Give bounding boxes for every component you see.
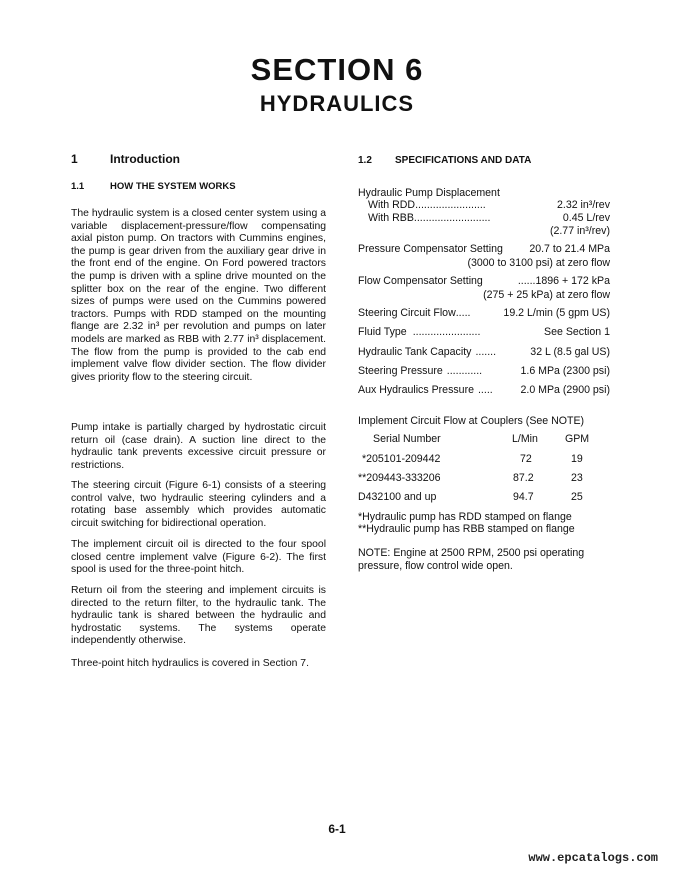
tank-label: Hydraulic Tank Capacity [358, 346, 472, 358]
pc-value-imperial: (3000 to 3100 psi) at zero flow [467, 257, 610, 269]
aux-dots: ..... [477, 384, 493, 396]
rdd-label: With RDD [368, 199, 416, 211]
fc-value-secondary: (275 + 25 kPa) at zero flow [483, 289, 610, 301]
table-cell-serial: D432100 and up [358, 491, 437, 503]
intro-number: 1 [71, 152, 78, 166]
tank-dots: ....... [475, 346, 497, 358]
spec-row-aux-pressure [358, 383, 610, 398]
table-cell-lmin: 94.7 [513, 491, 534, 503]
pc-value: 20.7 to 21.4 MPa [529, 243, 610, 255]
spec-number: 1.2 [358, 155, 372, 166]
scf-value: 19.2 L/min (5 gpm US) [503, 307, 610, 319]
spec-row-tank-capacity [358, 345, 610, 360]
table-cell-serial: **209443-333206 [358, 472, 441, 484]
spec-row-flow-compensator [358, 274, 610, 289]
footnote-rdd: *Hydraulic pump has RDD stamped on flange [358, 511, 572, 523]
watermark-url: www.epcatalogs.com [528, 851, 658, 865]
rbb-dots: .......................... [413, 212, 491, 224]
section-subtitle: HYDRAULICS [259, 91, 415, 116]
sp-label: Steering Pressure [358, 365, 443, 377]
rdd-value: 2.32 in³/rev [557, 199, 610, 211]
subsection-heading: HOW THE SYSTEM WORKS [110, 181, 236, 192]
fc-value: 1896 + 172 kPa [535, 275, 610, 287]
fc-label: Flow Compensator Setting [358, 275, 483, 287]
note-line-1: NOTE: Engine at 2500 RPM, 2500 psi operating [358, 547, 585, 559]
scf-label: Steering Circuit Flow [358, 307, 456, 319]
flow-table-title: Implement Circuit Flow at Couplers (See NOTE) [358, 415, 585, 427]
paragraph-steering-circuit: The steering circuit (Figure 6-1) consists of a steering control valve, two hydraulic steering cylinders and a rotating base assembly which provides automatic circuit switching for bidirectional operation. [71, 480, 326, 529]
pump-displacement-label: Hydraulic Pump Displacement [358, 187, 500, 199]
rdd-dots: ........................ [415, 199, 486, 211]
page-number: 6-1 [328, 822, 346, 836]
aux-label: Aux Hydraulics Pressure [358, 384, 474, 396]
table-header-serial: Serial Number [373, 433, 441, 445]
paragraph-return-oil: Return oil from the steering and implement circuits is directed to the return filter, to the hydraulic tank. The hydraulic tank is shared between the hydraulic and hydrostatic systems. The systems operate independently otherwise. [71, 585, 326, 647]
spec-row-steering-flow [358, 306, 610, 321]
tank-value: 32 L (8.5 gal US) [530, 346, 610, 358]
paragraph-three-point-hitch: Three-point hitch hydraulics is covered in Section 7. [71, 658, 309, 669]
rbb-value-imperial: (2.77 in³/rev) [549, 225, 610, 237]
spec-row-pressure-compensator [358, 242, 610, 257]
aux-value: 2.0 MPa (2900 psi) [520, 384, 610, 396]
intro-heading: Introduction [110, 152, 180, 166]
rbb-value: 0.45 L/rev [562, 212, 610, 224]
note-line-2: pressure, flow control wide open. [358, 560, 513, 572]
table-cell-gpm: 19 [571, 453, 583, 465]
spec-heading: SPECIFICATIONS AND DATA [395, 155, 532, 166]
rbb-label: With RBB [368, 212, 414, 224]
table-cell-lmin: 87.2 [513, 472, 534, 484]
section-title: SECTION 6 [250, 52, 424, 87]
spec-row-fluid-type [358, 325, 610, 340]
table-cell-serial: *205101-209442 [362, 453, 441, 465]
table-header-lmin: L/Min [512, 433, 538, 445]
subsection-number: 1.1 [71, 181, 85, 192]
footnote-rbb: **Hydraulic pump has RBB stamped on flange [358, 523, 575, 535]
scf-dots: ..... [455, 307, 471, 319]
fc-dots: ...... [517, 275, 536, 287]
table-cell-lmin: 72 [520, 453, 532, 465]
fluid-label: Fluid Type [358, 326, 407, 338]
fluid-value: See Section 1 [544, 326, 610, 338]
paragraph-system-overview: The hydraulic system is a closed center system using a variable displacement-pressure/flow compensating axial piston pump. On tractors with Cummins engines, the pump is gear driven from the auxiliary gear drive in the front end of the engine. On Ford powered tractors the pump is driven with a spline drive mounted on the splitter box on the rear of the engine. Two different sizes of pumps were used on the Cummins powered tractors. Pumps with RDD stamped on the mounting flange are 2.32 in³ per revolution and pumps on later models are marked as RBB with 2.77 in³ displacement. The flow from the pump is provided to the cab end implement valve flow divider section. The flow divider gives priority flow to the steering circuit. [71, 208, 326, 383]
table-header-gpm: GPM [565, 433, 590, 445]
sp-value: 1.6 MPa (2300 psi) [520, 365, 610, 377]
pc-label: Pressure Compensator Setting [358, 243, 503, 255]
paragraph-implement-circuit: The implement circuit oil is directed to the four spool closed centre implement valve (Figure 6-2). The first spool is used for the three-point hitch. [71, 539, 326, 576]
table-cell-gpm: 23 [571, 472, 583, 484]
fluid-dots: ....................... [412, 326, 481, 338]
spec-row-steering-pressure [358, 364, 610, 379]
table-cell-gpm: 25 [571, 491, 583, 503]
paragraph-pump-intake: Pump intake is partially charged by hydrostatic circuit return oil (case drain). A suction line direct to the hydraulic tank prevents excessive circuit pressure or restrictions. [71, 422, 326, 471]
sp-dots: ............ [446, 365, 483, 377]
